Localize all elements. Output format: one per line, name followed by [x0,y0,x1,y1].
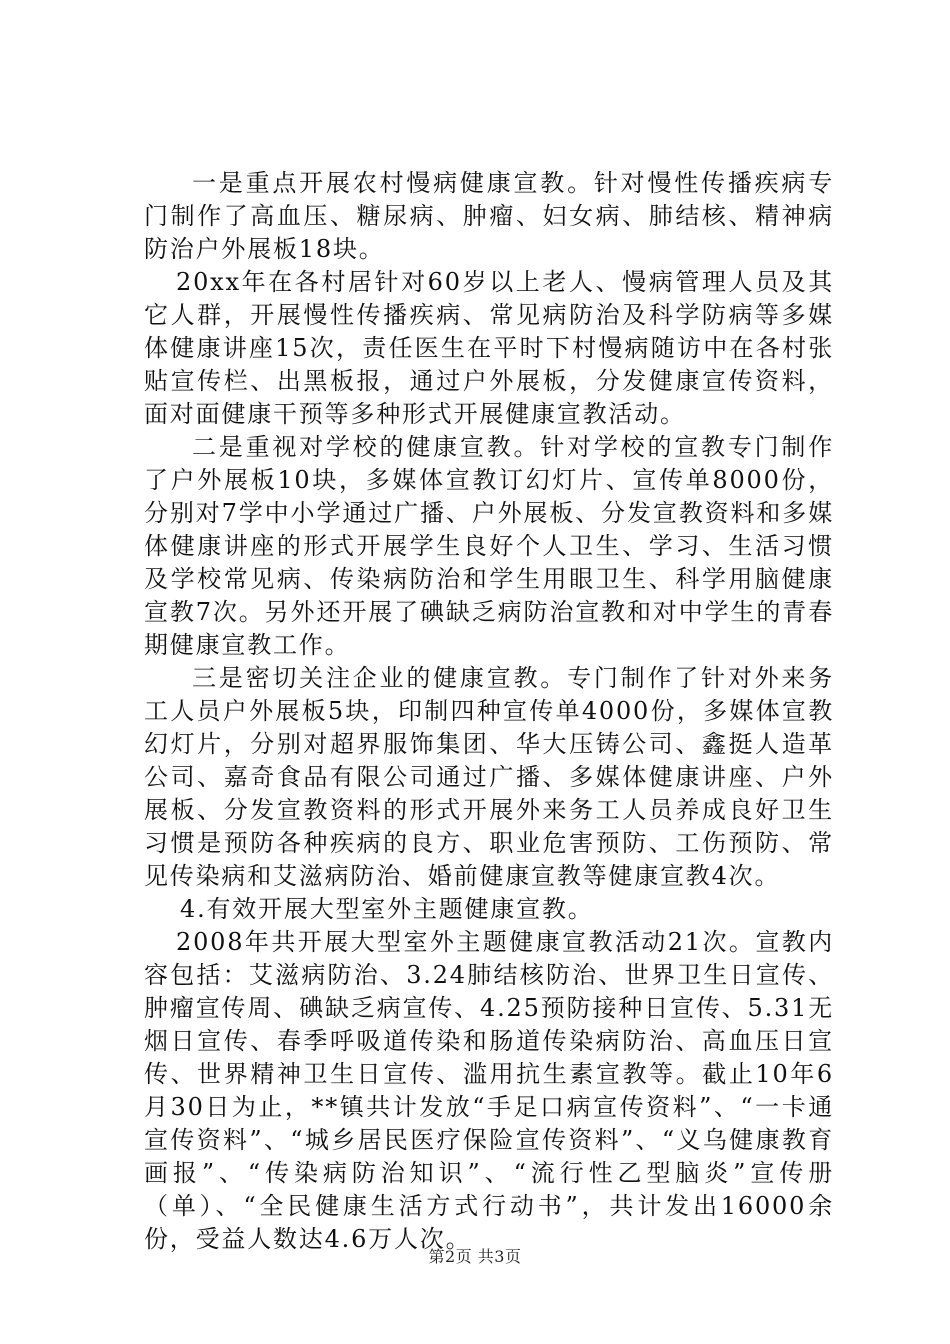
paragraph-school-education: 二是重视对学校的健康宣教。针对学校的宣教专门制作了户外展板10块，多媒体宣教订幻灯片、宣传单8000份，分别对7学中小学通过广播、户外展板、分发宣教资料和多媒体健康讲座的形式开展学生良好个人卫生、学习、生活习惯及学校常见病、传染病防治和学生用眼卫生、科学用脑健康宣教7次。另外还开展了碘缺乏病防治宣教和对中学生的青春期健康宣教工作。 [144,433,834,659]
paragraph-outdoor-activities: 2008年共开展大型室外主题健康宣教活动21次。宣教内容包括：艾滋病防治、3.24肺结核防治、世界卫生日宣传、肿瘤宣传周、碘缺乏病宣传、4.25预防接种日宣传、5.31无烟日宣传、春季呼吸道传染和肠道传染病防治、高血压日宣传、世界精神卫生日宣传、滥用抗生素宣教等。截止10年6月30日为止，**镇共计发放“手足口病宣传资料”、“一卡通宣传资料”、“城乡居民医疗保险宣传资料”、“义乌健康教育画报”、“传染病防治知识”、“流行性乙型脑炎”宣传册（单）、“全民健康生活方式行动书”，共计发出16000余份，受益人数达4.6万人次。 [144,928,834,1253]
paragraph-enterprise-education: 三是密切关注企业的健康宣教。专门制作了针对外来务工人员户外展板5块，印制四种宣传单4000份，多媒体宣教幻灯片，分别对超界服饰集团、华大压铸公司、鑫挺人造革公司、嘉奇食品有限公司通过广播、多媒体健康讲座、户外展板、分发宣教资料的形式开展外来务工人员养成良好卫生习惯是预防各种疾病的良方、职业危害预防、工伤预防、常见传染病和艾滋病防治、婚前健康宣教等健康宣教4次。 [144,664,834,890]
paragraph-outdoor-heading: 4.有效开展大型室外主题健康宣教。 [180,895,594,923]
paragraph-rural-chronic-disease: 一是重点开展农村慢病健康宣教。针对慢性传播疾病专门制作了高血压、糖尿病、肿瘤、妇女病、肺结核、精神病防治户外展板18块。 [144,169,834,263]
paragraph-village-lectures: 20xx年在各村居针对60岁以上老人、慢病管理人员及其它人群，开展慢性传播疾病、常见病防治及科学防病等多媒体健康讲座15次，责任医生在平时下村慢病随访中在各村张贴宣传栏、出黑板报，通过户外展板，分发健康宣传资料，面对面健康干预等多种形式开展健康宣教活动。 [144,268,834,428]
document-body [144,167,834,1256]
page-number-footer: 第2页 共3页 [428,1247,522,1266]
